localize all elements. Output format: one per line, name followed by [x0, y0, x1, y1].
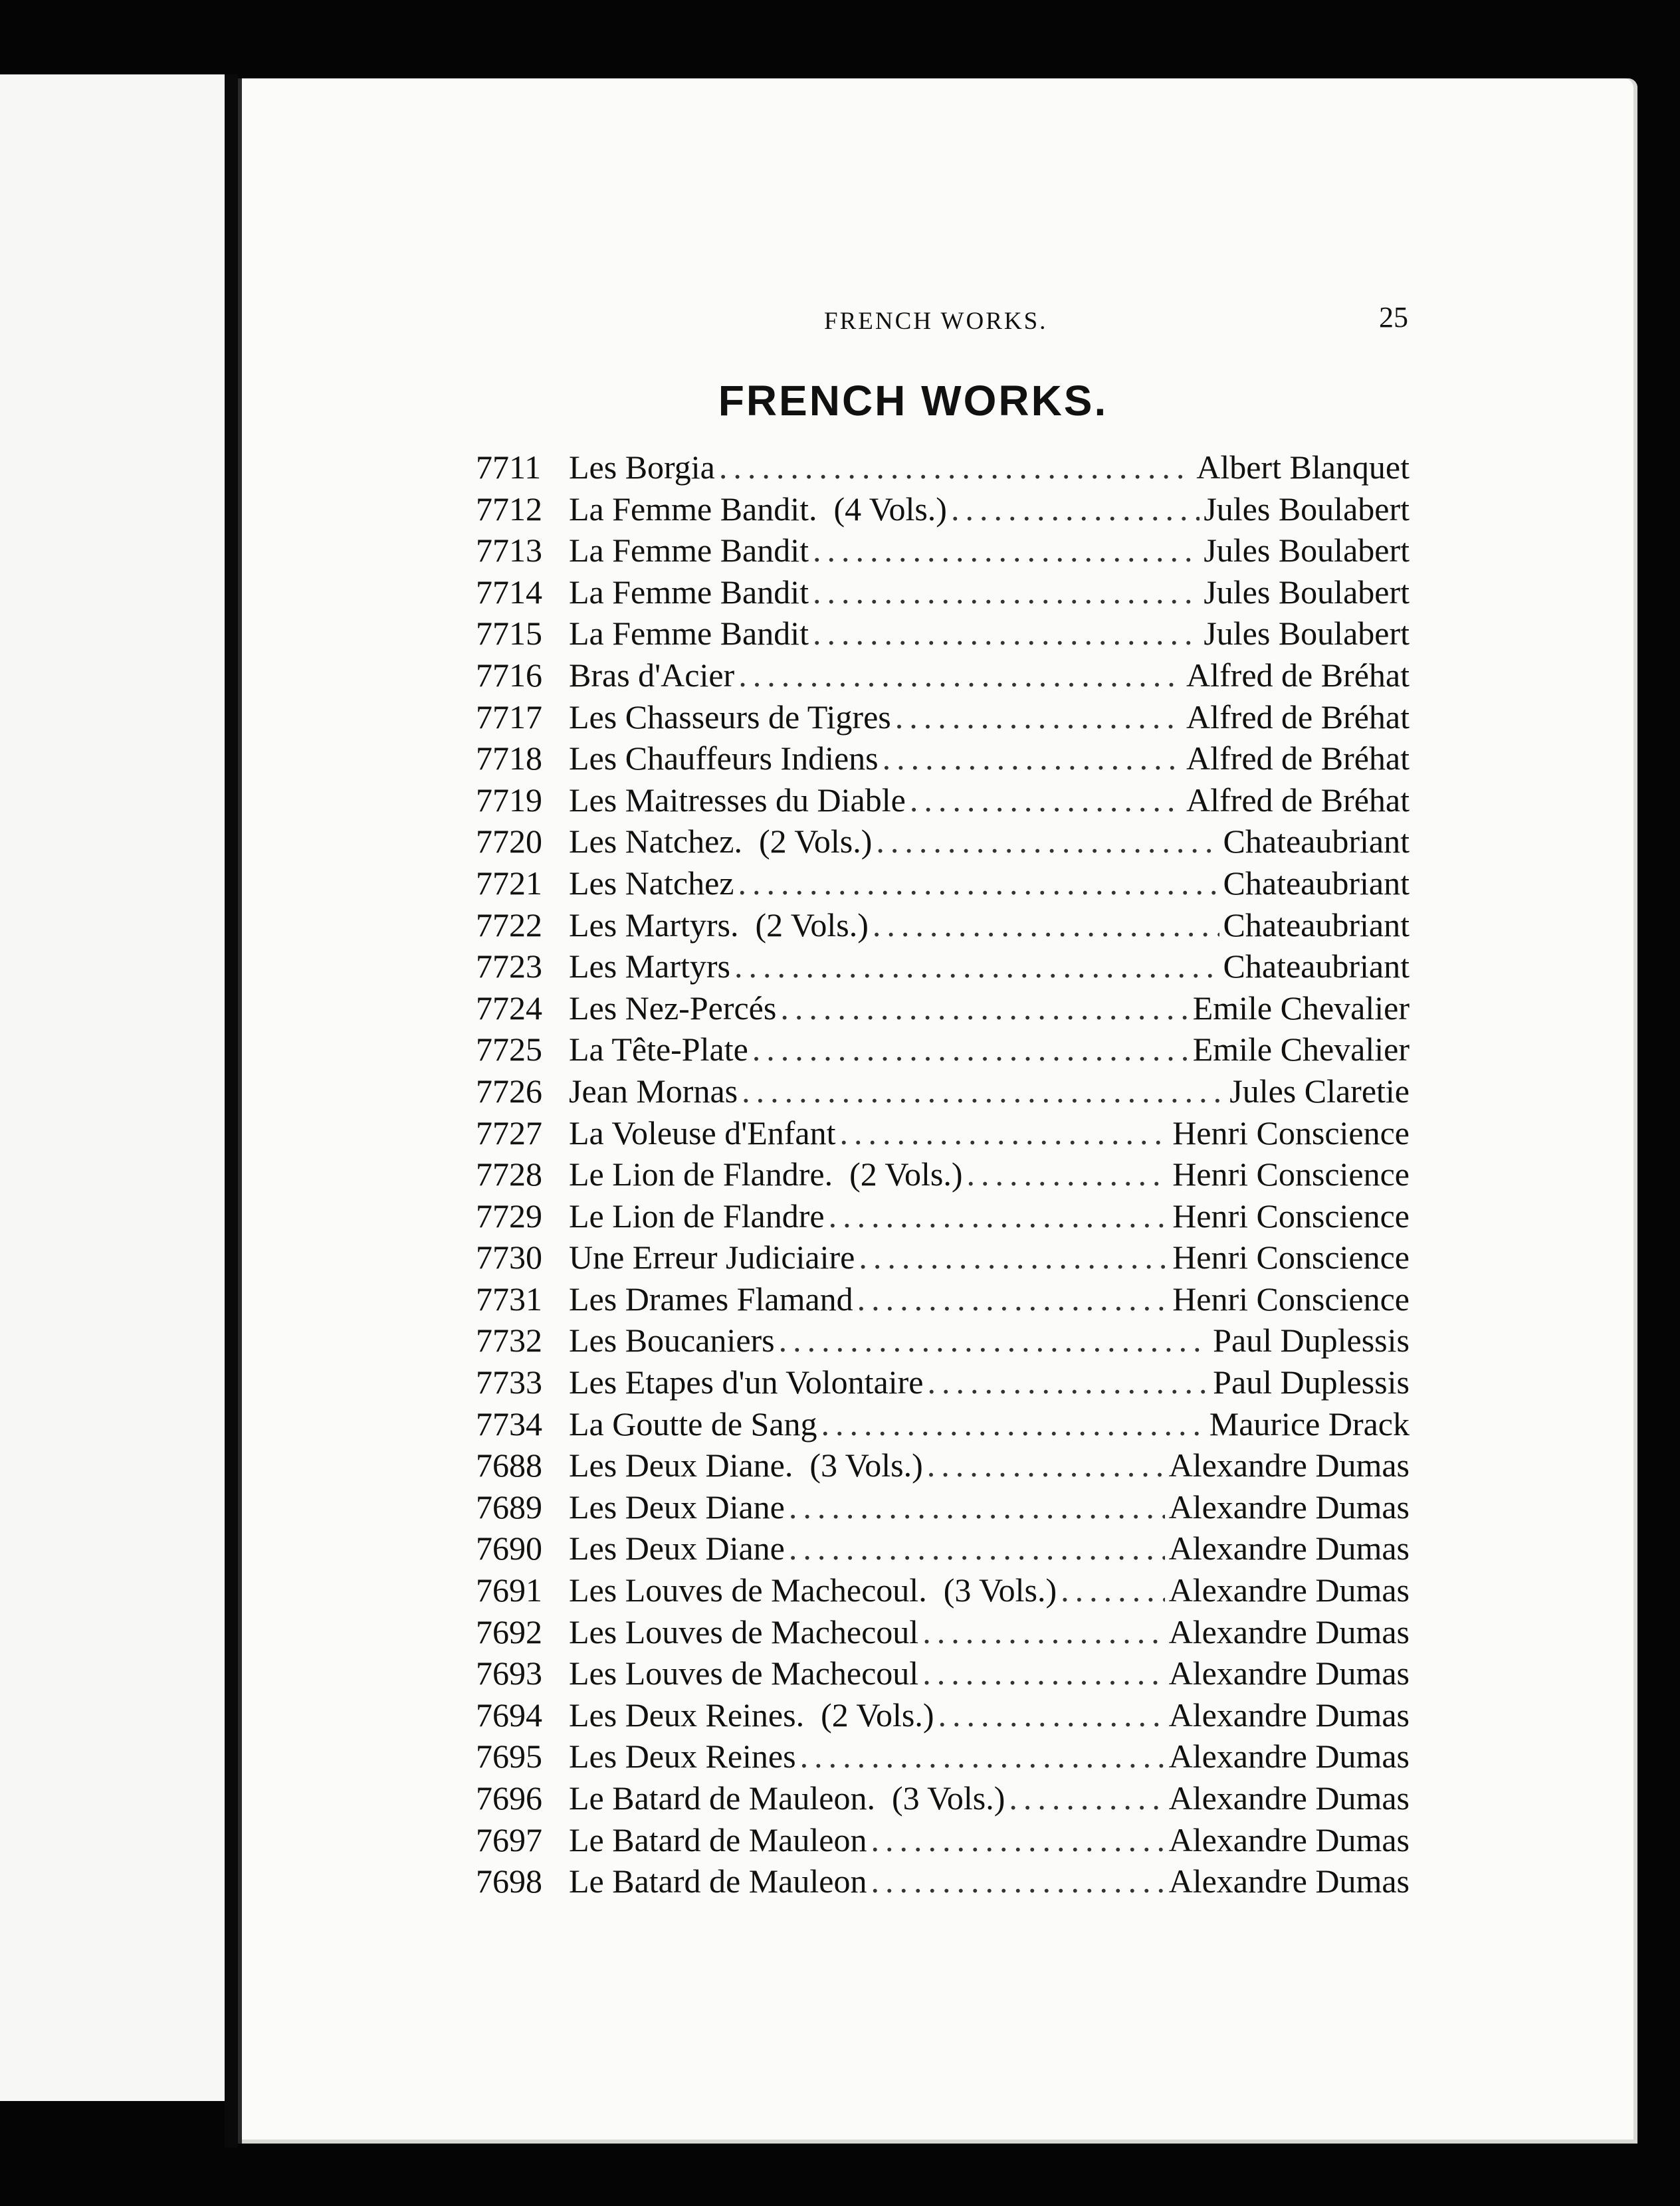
entry-number: 7730	[476, 1239, 542, 1276]
entry-title: La Goutte de Sang	[569, 1405, 817, 1443]
entry-number: 7733	[476, 1363, 542, 1401]
catalog-entry	[476, 1569, 1410, 1611]
entry-number: 7729	[476, 1197, 542, 1235]
catalog-entry	[476, 1694, 1410, 1736]
catalog-entry	[476, 1403, 1410, 1445]
dot-leader	[883, 738, 1182, 779]
entry-number: 7692	[476, 1613, 542, 1651]
entry-author: Jules Boulabert	[1204, 615, 1410, 652]
entry-author: Henri Conscience	[1172, 1280, 1410, 1318]
catalog-entry	[476, 613, 1410, 654]
catalog-entry	[476, 488, 1410, 530]
catalog-entry	[476, 1029, 1410, 1070]
entry-number: 7724	[476, 989, 542, 1027]
catalog-entry	[476, 1528, 1410, 1569]
entry-number: 7732	[476, 1322, 542, 1359]
dot-leader	[859, 1237, 1168, 1278]
dot-leader	[967, 1153, 1169, 1195]
catalog-list	[476, 447, 1410, 1902]
dot-leader	[752, 1029, 1189, 1070]
catalog-entry	[476, 1611, 1410, 1653]
entry-author: Jules Boulabert	[1204, 532, 1410, 569]
entry-title: Les Deux Diane. (3 Vols.)	[569, 1447, 923, 1484]
dot-leader	[780, 987, 1188, 1029]
entry-title: Les Etapes d'un Volontaire	[569, 1363, 924, 1401]
catalog-entry	[476, 1153, 1410, 1195]
entry-author: Emile Chevalier	[1192, 989, 1410, 1027]
entry-title: Le Lion de Flandre. (2 Vols.)	[569, 1155, 963, 1193]
dot-leader	[813, 571, 1200, 613]
entry-author: Alexandre Dumas	[1168, 1488, 1410, 1526]
entry-author: Henri Conscience	[1172, 1114, 1410, 1152]
entry-author: Henri Conscience	[1172, 1155, 1410, 1193]
entry-author: Jules Claretie	[1229, 1072, 1410, 1110]
entry-number: 7713	[476, 532, 542, 569]
entry-author: Emile Chevalier	[1192, 1031, 1410, 1068]
catalog-entry	[476, 1860, 1410, 1902]
entry-author: Chateaubriant	[1223, 864, 1410, 902]
dot-leader	[742, 1070, 1225, 1112]
entry-author: Jules Boulabert	[1204, 490, 1410, 528]
entry-title: Le Batard de Mauleon	[569, 1862, 867, 1900]
dot-leader	[951, 488, 1200, 530]
dot-leader	[857, 1278, 1169, 1320]
catalog-entry	[476, 1237, 1410, 1278]
entry-author: Alexandre Dumas	[1168, 1862, 1410, 1900]
catalog-entry	[476, 946, 1410, 987]
dot-leader	[938, 1694, 1165, 1736]
entry-title: Une Erreur Judiciaire	[569, 1239, 855, 1276]
catalog-entry	[476, 571, 1410, 613]
entry-number: 7731	[476, 1280, 542, 1318]
catalog-entry	[476, 1278, 1410, 1320]
entry-title: Les Borgia	[569, 449, 715, 486]
dot-leader	[789, 1528, 1165, 1569]
entry-title: La Voleuse d'Enfant	[569, 1114, 836, 1152]
dot-leader	[871, 1819, 1164, 1861]
entry-number: 7698	[476, 1862, 542, 1900]
entry-author: Chateaubriant	[1223, 948, 1410, 985]
entry-author: Paul Duplessis	[1213, 1322, 1410, 1359]
entry-number: 7695	[476, 1738, 542, 1775]
catalog-entry	[476, 1112, 1410, 1154]
entry-number: 7697	[476, 1821, 542, 1858]
dot-leader	[813, 613, 1200, 654]
page-number: 25	[1379, 301, 1408, 334]
entry-author: Alexandre Dumas	[1168, 1530, 1410, 1567]
entry-number: 7694	[476, 1696, 542, 1734]
entry-title: Les Natchez. (2 Vols.)	[569, 823, 873, 860]
entry-title: La Femme Bandit	[569, 615, 809, 652]
catalog-entry	[476, 1320, 1410, 1361]
entry-title: Le Batard de Mauleon. (3 Vols.)	[569, 1779, 1005, 1817]
dot-leader	[1061, 1569, 1165, 1611]
entry-author: Albert Blanquet	[1196, 449, 1410, 486]
entry-title: Les Louves de Machecoul	[569, 1654, 919, 1692]
entry-author: Alexandre Dumas	[1168, 1654, 1410, 1692]
entry-title: Les Deux Reines	[569, 1738, 796, 1775]
entry-number: 7689	[476, 1488, 542, 1526]
dot-leader	[1009, 1777, 1164, 1819]
dot-leader	[738, 862, 1219, 904]
entry-number: 7693	[476, 1654, 542, 1692]
dot-leader	[813, 530, 1200, 571]
entry-number: 7711	[476, 449, 542, 486]
catalog-entry	[476, 1736, 1410, 1777]
entry-number: 7719	[476, 781, 542, 819]
catalog-entry	[476, 1070, 1410, 1112]
entry-author: Jules Boulabert	[1204, 573, 1410, 611]
entry-title: La Femme Bandit	[569, 532, 809, 569]
entry-title: Les Deux Diane	[569, 1530, 785, 1567]
entry-author: Paul Duplessis	[1213, 1363, 1410, 1401]
dot-leader	[922, 1653, 1164, 1694]
dot-leader	[871, 1860, 1164, 1902]
entry-author: Alexandre Dumas	[1168, 1696, 1410, 1734]
catalog-entry	[476, 1777, 1410, 1819]
dot-leader	[927, 1445, 1165, 1486]
entry-author: Alfred de Bréhat	[1186, 740, 1410, 777]
entry-title: Les Deux Reines. (2 Vols.)	[569, 1696, 934, 1734]
catalog-entry	[476, 738, 1410, 779]
dot-leader	[821, 1403, 1206, 1445]
entry-title: Le Batard de Mauleon	[569, 1821, 867, 1858]
entry-title: Les Deux Diane	[569, 1488, 785, 1526]
dot-leader	[800, 1736, 1165, 1777]
catalog-entry	[476, 1445, 1410, 1486]
catalog-entry	[476, 987, 1410, 1029]
dot-leader	[873, 904, 1219, 946]
entry-number: 7720	[476, 823, 542, 860]
entry-number: 7691	[476, 1571, 542, 1609]
catalog-entry	[476, 821, 1410, 862]
catalog-entry	[476, 1361, 1410, 1403]
dot-leader	[910, 779, 1182, 821]
catalog-entry	[476, 447, 1410, 488]
catalog-entry	[476, 1819, 1410, 1861]
entry-author: Alexandre Dumas	[1168, 1821, 1410, 1858]
entry-title: Jean Mornas	[569, 1072, 738, 1110]
catalog-entry	[476, 654, 1410, 696]
entry-title: Les Natchez	[569, 864, 734, 902]
entry-title: Les Martyrs	[569, 948, 730, 985]
dot-leader	[829, 1195, 1169, 1237]
entry-author: Chateaubriant	[1223, 823, 1410, 860]
entry-number: 7726	[476, 1072, 542, 1110]
entry-number: 7690	[476, 1530, 542, 1567]
entry-author: Alfred de Bréhat	[1186, 698, 1410, 736]
entry-author: Alexandre Dumas	[1168, 1571, 1410, 1609]
entry-title: Les Drames Flamand	[569, 1280, 853, 1318]
dot-leader	[922, 1611, 1164, 1653]
dot-leader	[738, 654, 1182, 696]
dot-leader	[789, 1486, 1165, 1528]
entry-author: Henri Conscience	[1172, 1239, 1410, 1276]
entry-number: 7722	[476, 906, 542, 944]
dot-leader	[927, 1361, 1209, 1403]
entry-title: Les Boucaniers	[569, 1322, 775, 1359]
entry-title: Les Louves de Machecoul	[569, 1613, 919, 1651]
page-title: FRENCH WORKS.	[718, 377, 1108, 425]
entry-title: La Tête-Plate	[569, 1031, 748, 1068]
entry-author: Alexandre Dumas	[1168, 1447, 1410, 1484]
entry-author: Alfred de Bréhat	[1186, 781, 1410, 819]
entry-number: 7727	[476, 1114, 542, 1152]
entry-number: 7715	[476, 615, 542, 652]
dot-leader	[734, 946, 1219, 987]
entry-title: Bras d'Acier	[569, 656, 735, 694]
entry-number: 7712	[476, 490, 542, 528]
entry-title: La Femme Bandit	[569, 573, 809, 611]
entry-title: Le Lion de Flandre	[569, 1197, 825, 1235]
entry-number: 7718	[476, 740, 542, 777]
entry-title: Les Louves de Machecoul. (3 Vols.)	[569, 1571, 1057, 1609]
entry-number: 7734	[476, 1405, 542, 1443]
entry-title: Les Maitresses du Diable	[569, 781, 906, 819]
entry-author: Henri Conscience	[1172, 1197, 1410, 1235]
entry-number: 7714	[476, 573, 542, 611]
entry-title: Les Martyrs. (2 Vols.)	[569, 906, 869, 944]
entry-author: Alexandre Dumas	[1168, 1738, 1410, 1775]
catalog-entry	[476, 1486, 1410, 1528]
entry-title: Les Nez-Percés	[569, 989, 777, 1027]
entry-number: 7716	[476, 656, 542, 694]
catalog-entry	[476, 862, 1410, 904]
entry-number: 7721	[476, 864, 542, 902]
entry-author: Alexandre Dumas	[1168, 1613, 1410, 1651]
running-head: FRENCH WORKS.	[824, 308, 1048, 335]
entry-author: Chateaubriant	[1223, 906, 1410, 944]
entry-author: Maurice Drack	[1209, 1405, 1410, 1443]
entry-author: Alexandre Dumas	[1168, 1779, 1410, 1817]
dot-leader	[719, 447, 1192, 488]
dot-leader	[895, 696, 1182, 738]
dot-leader	[876, 821, 1219, 862]
entry-number: 7723	[476, 948, 542, 985]
entry-title: La Femme Bandit. (4 Vols.)	[569, 490, 947, 528]
entry-number: 7717	[476, 698, 542, 736]
entry-title: Les Chasseurs de Tigres	[569, 698, 891, 736]
dot-leader	[840, 1112, 1169, 1154]
entry-number: 7688	[476, 1447, 542, 1484]
catalog-entry	[476, 1653, 1410, 1694]
entry-author: Alfred de Bréhat	[1186, 656, 1410, 694]
entry-title: Les Chauffeurs Indiens	[569, 740, 879, 777]
entry-number: 7725	[476, 1031, 542, 1068]
catalog-entry	[476, 904, 1410, 946]
entry-number: 7696	[476, 1779, 542, 1817]
dot-leader	[779, 1320, 1209, 1361]
entry-number: 7728	[476, 1155, 542, 1193]
catalog-entry	[476, 696, 1410, 738]
catalog-entry	[476, 779, 1410, 821]
catalog-entry	[476, 1195, 1410, 1237]
catalog-entry	[476, 530, 1410, 571]
